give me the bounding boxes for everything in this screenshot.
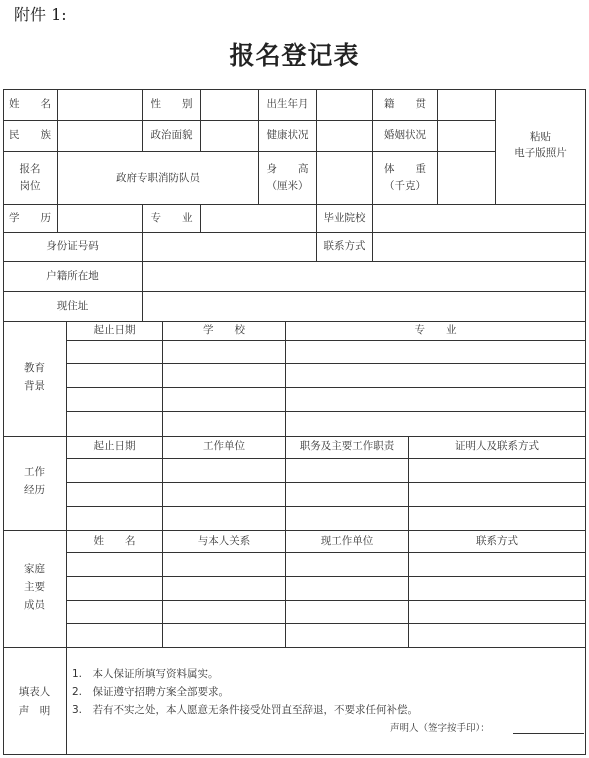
family-label-line2: 主要 [24, 581, 45, 593]
input-health[interactable] [317, 121, 372, 151]
photo-label-line2: 电子版照片 [514, 147, 567, 159]
label-position-line2: 岗位 [19, 180, 41, 192]
work-header-dates: 起止日期 [93, 440, 136, 452]
label-position-line1: 报名 [19, 163, 41, 175]
signature-field[interactable] [513, 718, 584, 734]
input-political[interactable] [201, 121, 258, 151]
declaration-item-2: 2. 保证遵守招聘方案全部要求。 [72, 686, 230, 698]
education-header-school: 学 校 [203, 324, 245, 336]
label-marital: 婚姻状况 [384, 129, 426, 141]
photo-label-line1: 粘贴 [530, 131, 551, 143]
label-major: 专 业 [150, 212, 193, 224]
work-label-line1: 工作 [24, 466, 45, 478]
declaration-label-line1: 填表人 [18, 686, 51, 698]
family-header-relation: 与本人关系 [197, 535, 251, 547]
input-id-number[interactable] [143, 233, 316, 261]
declaration-label-line2: 声 明 [18, 705, 51, 717]
input-birth[interactable] [317, 90, 372, 120]
label-ethnicity: 民 族 [9, 129, 51, 141]
form-title: 报名登记表 [229, 41, 360, 70]
input-name[interactable] [58, 90, 142, 120]
label-political: 政治面貌 [150, 129, 193, 141]
input-gender[interactable] [201, 90, 258, 120]
position-value: 政府专职消防队员 [116, 172, 200, 184]
label-health: 健康状况 [266, 129, 309, 141]
label-address: 现住址 [56, 300, 89, 312]
label-household: 户籍所在地 [46, 270, 99, 282]
label-height-line2: （厘米） [266, 180, 309, 192]
family-label-line1: 家庭 [24, 563, 45, 575]
label-weight-line1: 体 重 [384, 163, 426, 175]
label-education-level: 学 历 [9, 212, 51, 224]
family-header-employer: 现工作单位 [320, 535, 374, 547]
declaration-item-1: 1. 本人保证所填写资料属实。 [72, 668, 219, 680]
education-label-line1: 教育 [24, 362, 45, 374]
input-major[interactable] [201, 205, 316, 232]
input-height[interactable] [317, 152, 372, 204]
input-marital[interactable] [438, 121, 495, 151]
input-origin[interactable] [438, 90, 495, 120]
label-height-line1: 身 高 [266, 163, 309, 175]
education-label-line2: 背景 [24, 380, 45, 392]
family-header-contact: 联系方式 [476, 535, 518, 547]
label-name: 姓 名 [9, 98, 51, 110]
label-contact: 联系方式 [323, 240, 366, 252]
work-header-reference: 证明人及联系方式 [455, 440, 539, 452]
label-birth: 出生年月 [266, 98, 309, 110]
label-id-number: 身份证号码 [46, 240, 99, 252]
input-weight[interactable] [438, 152, 495, 204]
label-weight-line2: （千克） [384, 180, 426, 192]
work-label-line2: 经历 [24, 484, 45, 496]
family-label-line3: 成员 [24, 599, 45, 611]
input-ethnicity[interactable] [58, 121, 142, 151]
label-school: 毕业院校 [323, 212, 366, 224]
input-household[interactable] [143, 262, 585, 291]
declaration-item-3: 3. 若有不实之处，本人愿意无条件接受处罚直至辞退，不要求任何补偿。 [72, 704, 419, 716]
input-address[interactable] [143, 292, 585, 321]
work-header-employer: 工作单位 [203, 440, 245, 452]
signature-label: 声明人（签字按手印）： [390, 723, 490, 734]
label-origin: 籍 贯 [384, 98, 426, 110]
education-header-dates: 起止日期 [93, 324, 136, 336]
input-school[interactable] [373, 205, 585, 232]
work-header-duties: 职务及主要工作职责 [299, 440, 395, 452]
attachment-label: 附件 1: [14, 5, 67, 24]
family-header-name: 姓 名 [93, 535, 136, 547]
education-header-major: 专 业 [414, 324, 457, 336]
input-contact[interactable] [373, 233, 585, 261]
input-education-level[interactable] [58, 205, 142, 232]
label-gender: 性 别 [150, 98, 193, 110]
